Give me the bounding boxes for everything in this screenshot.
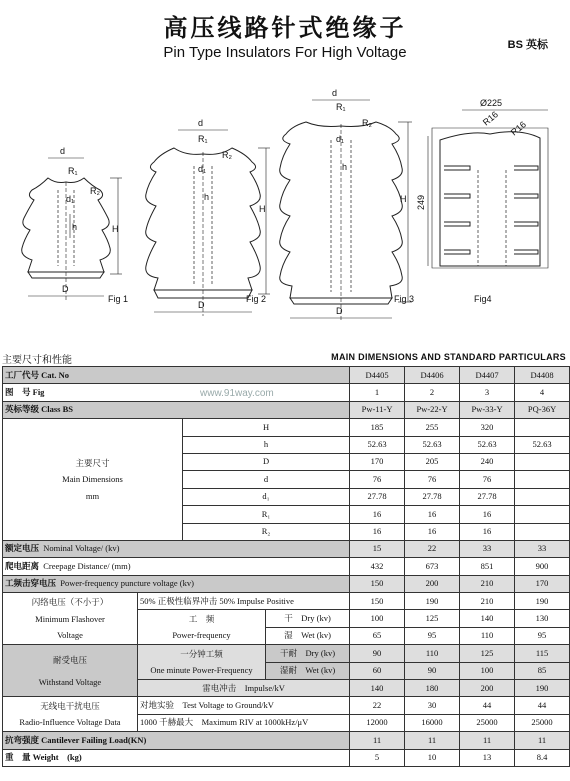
flashover-en1: Minimum Flashover — [35, 613, 105, 624]
page-title-en: Pin Type Insulators For High Voltage — [163, 44, 407, 61]
cell: 16000 — [405, 714, 460, 731]
flashover-zh: 闪络电压（不小于） — [31, 597, 109, 608]
creepage-label — [3, 558, 350, 575]
main-dims-unit: mm — [85, 490, 100, 501]
radio-en: Radio-Influence Voltage Data — [19, 717, 121, 728]
cell: 900 — [515, 558, 570, 575]
cell: 16 — [460, 523, 515, 540]
cell: 3 — [460, 384, 515, 401]
radio-test-label: 对地实验 Test Voltage to Ground/kV — [138, 697, 350, 714]
cell: 11 — [405, 732, 460, 749]
withstand-wet-label: 湿耐 Wet (kv) — [266, 662, 350, 679]
nominal-voltage-label — [3, 540, 350, 557]
radio-riv-label: 1000 千赫最大 Maximum RIV at 1000kHz/μV — [138, 714, 350, 731]
fig2-caption: Fig 2 — [246, 294, 267, 304]
cell: 110 — [405, 645, 460, 662]
table-row-nominal-voltage — [3, 540, 570, 557]
cell: 44 — [515, 697, 570, 714]
class-bs-label: 英标等级 Class BS — [3, 401, 350, 418]
fig3-label-d1: d₁ — [336, 134, 345, 144]
fig2-label-r2: R₂ — [222, 150, 232, 160]
cell: 85 — [515, 662, 570, 679]
cell: 76 — [460, 471, 515, 488]
nominal-voltage-en: Nominal Voltage/ (kv) — [43, 543, 120, 554]
insulator-drawings — [0, 70, 570, 342]
cell: 185 — [350, 419, 405, 436]
cell — [515, 488, 570, 505]
fig2-drawing — [146, 130, 270, 316]
table-row-dim-H — [3, 419, 570, 436]
fig2-label-D: D — [198, 300, 205, 310]
cell: 210 — [460, 575, 515, 592]
cell: 851 — [460, 558, 515, 575]
table-row-withstand-dry — [3, 645, 570, 662]
cell: 11 — [515, 732, 570, 749]
dim-name: d — [183, 471, 350, 488]
withstand-min-en: One minute Power-Frequency — [150, 665, 253, 676]
cell: 140 — [350, 680, 405, 697]
cell: 190 — [515, 680, 570, 697]
fig1-label-r1: R₁ — [68, 166, 78, 176]
cell: 150 — [350, 593, 405, 610]
cell — [515, 471, 570, 488]
cell: 25000 — [515, 714, 570, 731]
cell: 210 — [460, 593, 515, 610]
cell: 27.78 — [405, 488, 460, 505]
table-row-weight — [3, 749, 570, 766]
cell: 320 — [460, 419, 515, 436]
fig3-caption: Fig 3 — [394, 294, 415, 304]
table-row-creepage — [3, 558, 570, 575]
cell: 95 — [405, 627, 460, 644]
cell: 240 — [460, 453, 515, 470]
dim-name: R₁ — [183, 506, 350, 523]
cell: 76 — [350, 471, 405, 488]
cell: 2 — [405, 384, 460, 401]
puncture-en: Power-frequency puncture voltage (kv) — [60, 578, 194, 589]
cell: 180 — [405, 680, 460, 697]
creepage-en: Creepage Distance/ (mm) — [43, 560, 131, 571]
cell: 140 — [460, 610, 515, 627]
cell: Pw-33-Y — [460, 401, 515, 418]
table-row-cantilever — [3, 732, 570, 749]
fig3-label-r1: R₁ — [336, 102, 346, 112]
cell: 60 — [350, 662, 405, 679]
cell: 52.63 — [460, 436, 515, 453]
flashover-en2: Voltage — [57, 629, 83, 640]
withstand-dry-label: 干耐 Dry (kv) — [266, 645, 350, 662]
cell: 125 — [405, 610, 460, 627]
cell: 100 — [460, 662, 515, 679]
fig1-label-D: D — [62, 284, 69, 294]
fig2-label-r1: R₁ — [198, 134, 208, 144]
fig3-label-d: d — [332, 88, 338, 98]
nominal-voltage-zh: 额定电压 — [5, 543, 40, 554]
cell: 90 — [350, 645, 405, 662]
radio-label — [3, 697, 138, 732]
table-row-puncture — [3, 575, 570, 592]
puncture-label — [3, 575, 350, 592]
cell: 170 — [515, 575, 570, 592]
cell — [515, 419, 570, 436]
creepage-zh: 爬电距离 — [5, 560, 40, 571]
cell: 200 — [405, 575, 460, 592]
cell: Pw-11-Y — [350, 401, 405, 418]
cell: D4406 — [405, 367, 460, 384]
cell: 150 — [350, 575, 405, 592]
cell: 200 — [460, 680, 515, 697]
cell: D4407 — [460, 367, 515, 384]
cell: 11 — [460, 732, 515, 749]
cell: 170 — [350, 453, 405, 470]
fig4-diameter: Ø225 — [480, 98, 503, 108]
main-dims-en: Main Dimensions — [62, 474, 123, 485]
fig4-height: 249 — [416, 194, 426, 210]
fig2-label-d: d — [198, 118, 204, 128]
fig3-label-H: H — [400, 194, 407, 204]
fig1-label-d: d — [60, 146, 66, 156]
cell: 65 — [350, 627, 405, 644]
standard-label: BS 英标 — [507, 39, 548, 51]
fig3-label-h: h — [342, 162, 348, 172]
cell: 30 — [405, 697, 460, 714]
cell: 90 — [405, 662, 460, 679]
section-title-zh: 主要尺寸和性能 — [2, 355, 72, 366]
cell: 16 — [350, 523, 405, 540]
cell: 5 — [350, 749, 405, 766]
cell: 432 — [350, 558, 405, 575]
cell: PQ-36Y — [515, 401, 570, 418]
flashover-pf-zh: 工 频 — [188, 614, 215, 625]
fig3-label-r2: R₂ — [362, 118, 372, 128]
cell: 33 — [515, 540, 570, 557]
main-dims-zh: 主要尺寸 — [75, 458, 110, 469]
cell: 16 — [350, 506, 405, 523]
watermark: www.91way.com — [200, 388, 274, 399]
cell: 13 — [460, 749, 515, 766]
flashover-wet-label: 湿 Wet (kv) — [266, 627, 350, 644]
withstand-impulse-label: 雷电冲击 Impulse/kV — [138, 680, 350, 697]
cantilever-label: 抗弯强度 Cantilever Failing Load(KN) — [3, 732, 350, 749]
cell: 16 — [405, 506, 460, 523]
fig1-label-r2: R₂ — [90, 186, 100, 196]
cell: 10 — [405, 749, 460, 766]
flashover-pf-label — [138, 610, 266, 645]
cell: 52.63 — [515, 436, 570, 453]
cell: 95 — [515, 627, 570, 644]
fig3-drawing — [280, 100, 415, 322]
cell: 255 — [405, 419, 460, 436]
main-dimensions-label — [3, 419, 183, 541]
cell: 11 — [350, 732, 405, 749]
cell: 100 — [350, 610, 405, 627]
cell: D4408 — [515, 367, 570, 384]
fig4-drawing — [428, 110, 548, 268]
fig4-r16-a: R16 — [480, 109, 500, 128]
flashover-dry-label: 干 Dry (kv) — [266, 610, 350, 627]
table-row-cat-no — [3, 367, 570, 384]
table-row-class-bs — [3, 401, 570, 418]
fig1-label-d1: d₁ — [66, 194, 75, 204]
cell — [515, 506, 570, 523]
cell: 25000 — [460, 714, 515, 731]
cell: D4405 — [350, 367, 405, 384]
fig1-caption: Fig 1 — [108, 294, 129, 304]
flashover-pf-en: Power-frequency — [172, 630, 231, 641]
cell: 44 — [460, 697, 515, 714]
cell: 16 — [460, 506, 515, 523]
fig4-caption: Fig4 — [474, 294, 492, 304]
cell: 33 — [460, 540, 515, 557]
fig1-label-H: H — [112, 224, 119, 234]
radio-zh: 无线电干扰电压 — [40, 701, 100, 712]
cell: 130 — [515, 610, 570, 627]
dim-name: h — [183, 436, 350, 453]
cell — [515, 523, 570, 540]
dim-name: H — [183, 419, 350, 436]
withstand-en: Withstand Voltage — [38, 676, 102, 687]
cell: 8.4 — [515, 749, 570, 766]
cell: 52.63 — [405, 436, 460, 453]
dim-name: d₁ — [183, 488, 350, 505]
fig2-label-H: H — [259, 204, 266, 214]
cell: 27.78 — [350, 488, 405, 505]
flashover-impulse-label: 50% 正极性临界冲击 50% Impulse Positive — [138, 593, 350, 610]
cell: 27.78 — [460, 488, 515, 505]
cell: 125 — [460, 645, 515, 662]
withstand-min-zh: 一分钟工频 — [180, 649, 223, 659]
cell: 4 — [515, 384, 570, 401]
section-title-en: MAIN DIMENSIONS AND STANDARD PARTICULARS — [331, 352, 566, 362]
fig2-label-d1: d₁ — [198, 164, 207, 174]
specifications-table — [2, 366, 570, 767]
withstand-zh: 耐受电压 — [52, 654, 87, 665]
cell: 190 — [405, 593, 460, 610]
cell: 76 — [405, 471, 460, 488]
puncture-zh: 工频击穿电压 — [5, 578, 57, 589]
withstand-min-label — [138, 645, 266, 680]
cell — [515, 453, 570, 470]
cell: 673 — [405, 558, 460, 575]
cell: 115 — [515, 645, 570, 662]
cell: 110 — [460, 627, 515, 644]
fig2-label-h: h — [204, 192, 210, 202]
dim-name: R₂ — [183, 523, 350, 540]
cell: 12000 — [350, 714, 405, 731]
cell: 22 — [405, 540, 460, 557]
cell: 1 — [350, 384, 405, 401]
flashover-label — [3, 593, 138, 645]
cell: 190 — [515, 593, 570, 610]
weight-label: 重 量 Weight (kg) — [3, 749, 350, 766]
fig3-label-D: D — [336, 306, 343, 316]
cell: 205 — [405, 453, 460, 470]
cell: Pw-22-Y — [405, 401, 460, 418]
cell: 15 — [350, 540, 405, 557]
table-row-flashover-impulse — [3, 593, 570, 610]
dim-name: D — [183, 453, 350, 470]
withstand-label — [3, 645, 138, 697]
cell: 52.63 — [350, 436, 405, 453]
fig-label: 图 号 Fig — [3, 384, 350, 401]
cell: 16 — [405, 523, 460, 540]
fig1-label-h: h — [72, 222, 78, 232]
cell: 22 — [350, 697, 405, 714]
table-row-radio-test — [3, 697, 570, 714]
page-title-zh: 高压线路针式绝缘子 — [163, 13, 407, 42]
cat-no-label: 工厂代号 Cat. No — [3, 367, 350, 384]
fig4-r16-b: R16 — [508, 119, 528, 138]
table-row-fig — [3, 384, 570, 401]
